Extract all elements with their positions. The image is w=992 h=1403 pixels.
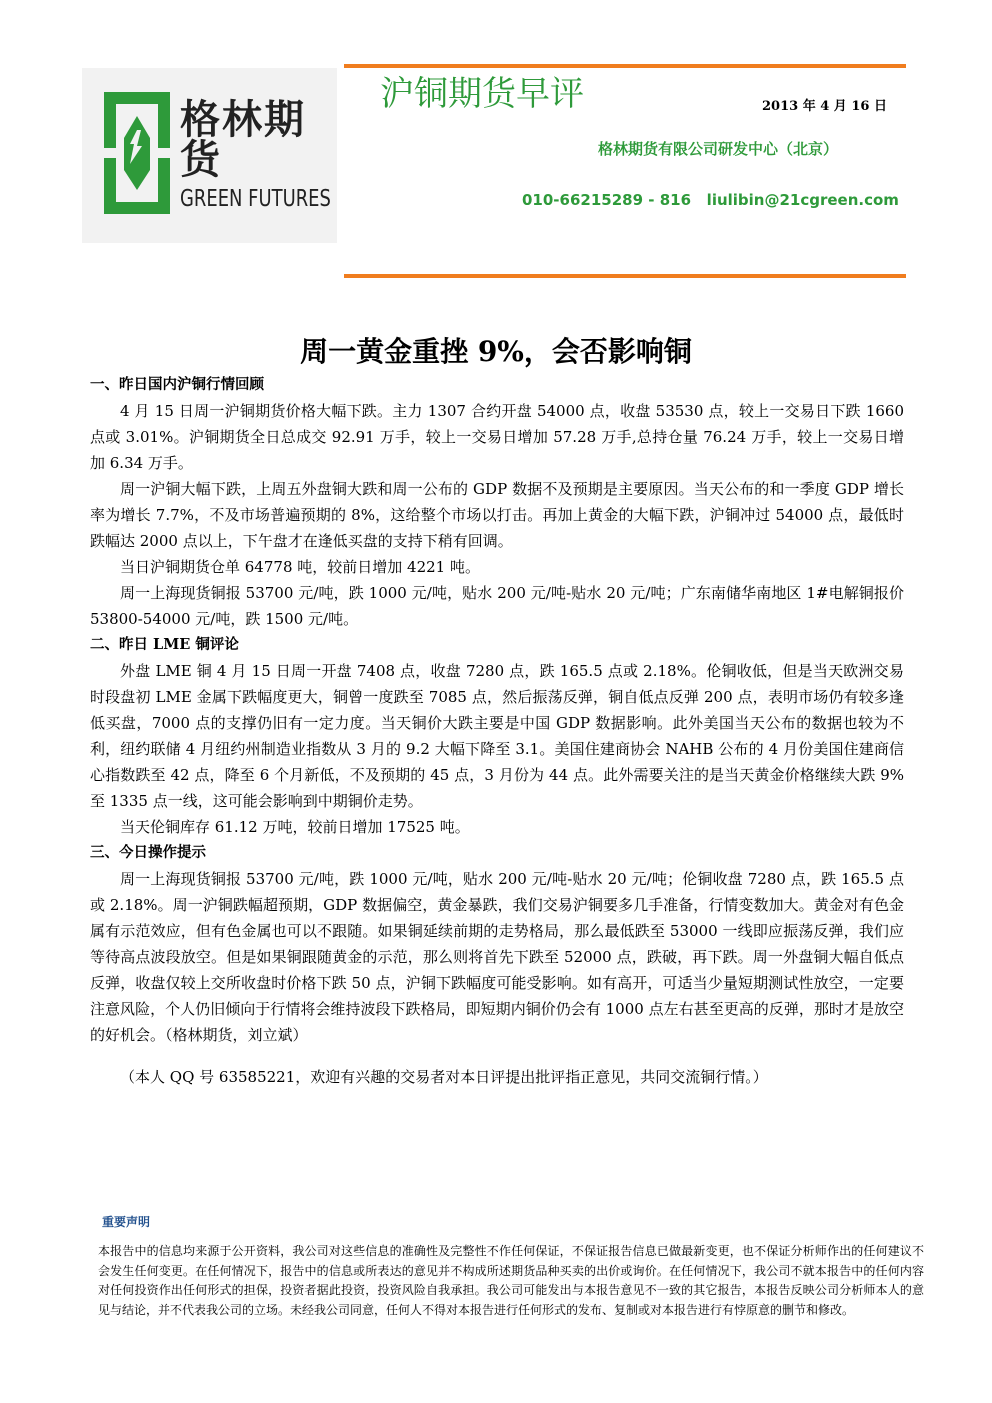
qq-contact-note: （本人 QQ 号 63585221，欢迎有兴趣的交易者对本日评提出批评指正意见，共同交流铜行情。） (120, 1068, 768, 1086)
section-heading: 一、昨日国内沪铜行情回顾 (90, 376, 264, 393)
paragraph: 周一沪铜大幅下跌，上周五外盘铜大跌和周一公布的 GDP 数据不及预期是主要原因。当天公布的和一季度 GDP 增长率为增长 7.7%，不及市场普遍预期的 8%，这给整个市场以打击。再加上黄金的大幅下跌，沪铜冲过 54000 点，最低时跌幅达 2000 点以上，下午盘才在逢低买盘的支持下稍有回调。 (90, 480, 904, 550)
paragraph: 周一上海现货铜报 53700 元/吨，跌 1000 元/吨，贴水 200 元/吨-贴水 20 元/吨；伦铜收盘 7280 点，跌 165.5 点或 2.18%。周一沪铜跌幅超预期，GDP 数据偏空，黄金暴跌，我们交易沪铜要多几手准备，行情变数加大。黄金对有色金属有示范效应，但有色金属也可以不跟随。如果铜延续前期的走势格局，那么最低跌至 53000 一线即应振荡反弹，我们应等待高点波段放空。但是如果铜跟随黄金的示范，那么则将首先下跌至 52000 点，跌破，再下跌。周一外盘铜大幅自低点反弹，收盘仅较上交所收盘时价格下跌 50 点，沪铜下跌幅度可能受影响。如有高开，可适当少量短期测试性放空，一定要注意风险，个人仍旧倾向于行情将会维持波段下跌格局，即短期内铜价仍会有 1000 点左右甚至更高的反弹，那时才是放空的好机会。（格林期货，刘立斌） (90, 870, 904, 1044)
report-date: 2013 年 4 月 16 日 (762, 99, 887, 114)
header-top-rule (344, 64, 906, 68)
paragraph: 当天伦铜库存 61.12 万吨，较前日增加 17525 吨。 (120, 818, 470, 836)
green-futures-emblem-icon (104, 92, 170, 214)
section-heading: 二、昨日 LME 铜评论 (90, 636, 239, 653)
article-title: 周一黄金重挫 9%，会否影响铜 (300, 334, 692, 368)
header-bottom-rule (344, 274, 906, 278)
company-logo (82, 68, 337, 243)
paragraph: 周一上海现货铜报 53700 元/吨，跌 1000 元/吨，贴水 200 元/吨-贴水 20 元/吨；广东南储华南地区 1#电解铜报价 53800-54000 元/吨，跌 1500 元/吨。 (90, 584, 904, 628)
disclaimer-body: 本报告中的信息均来源于公开资料，我公司对这些信息的准确性及完整性不作任何保证，不保证报告信息已做最新变更，也不保证分析师作出的任何建议不会发生任何变更。在任何情况下，报告中的信息或所表达的意见并不构成所述期货品种买卖的出价或询价。在任何情况下，我公司不就本报告中的任何内容对任何投资作出任何形式的担保，投资者据此投资，投资风险自我承担。我公司可能发出与本报告意见不一致的其它报告，本报告反映公司分析师本人的意见与结论，并不代表我公司的立场。未经我公司同意，任何人不得对本报告进行任何形式的发布、复制或对本报告进行有悖原意的删节和修改。 (98, 1244, 924, 1317)
company-name: 格林期货有限公司研发中心（北京） (598, 140, 839, 158)
paragraph: 当日沪铜期货仓单 64778 吨，较前日增加 4221 吨。 (120, 558, 480, 576)
report-title: 沪铜期货早评 (380, 74, 584, 114)
logo-chinese-name: 格林期货 (180, 97, 306, 183)
paragraph: 外盘 LME 铜 4 月 15 日周一开盘 7408 点，收盘 7280 点，跌 165.5 点或 2.18%。伦铜收低，但是当天欧洲交易时段盘初 LME 金属下跌幅度更大，铜曾一度跌至 7085 点，然后振荡反弹，铜自低点反弹 200 点，表明市场仍有较多逢低买盘，7000 点的支撑仍旧有一定力度。当天铜价大跌主要是中国 GDP 数据影响。此外美国当天公布的数据也较为不利，纽约联储 4 月纽约州制造业指数从 3 月的 9.2 大幅下降至 3.1。美国住建商协会 NAHB 公布的 4 月份美国住建商信心指数跌至 42 点，降至 6 个月新低，不及预期的 45 点，3 月份为 44 点。此外需要关注的是当天黄金价格继续大跌 9%至 1335 点一线，这可能会影响到中期铜价走势。 (90, 662, 904, 810)
section-heading: 三、今日操作提示 (90, 844, 206, 861)
paragraph: 4 月 15 日周一沪铜期货价格大幅下跌。主力 1307 合约开盘 54000 点，收盘 53530 点，较上一交易日下跌 1660 点或 3.01%。沪铜期货全日总成交 92.91 万手，较上一交易日增加 57.28 万手,总持仓量 76.24 万手，较上一交易日增加 6.34 万手。 (90, 402, 904, 472)
disclaimer-title: 重要声明 (102, 1215, 151, 1229)
article-body (90, 372, 904, 1090)
contact-info: 010-66215289 - 816 liulibin@21cgreen.com (522, 191, 899, 209)
logo-english-name: GREEN FUTURES (180, 186, 331, 212)
